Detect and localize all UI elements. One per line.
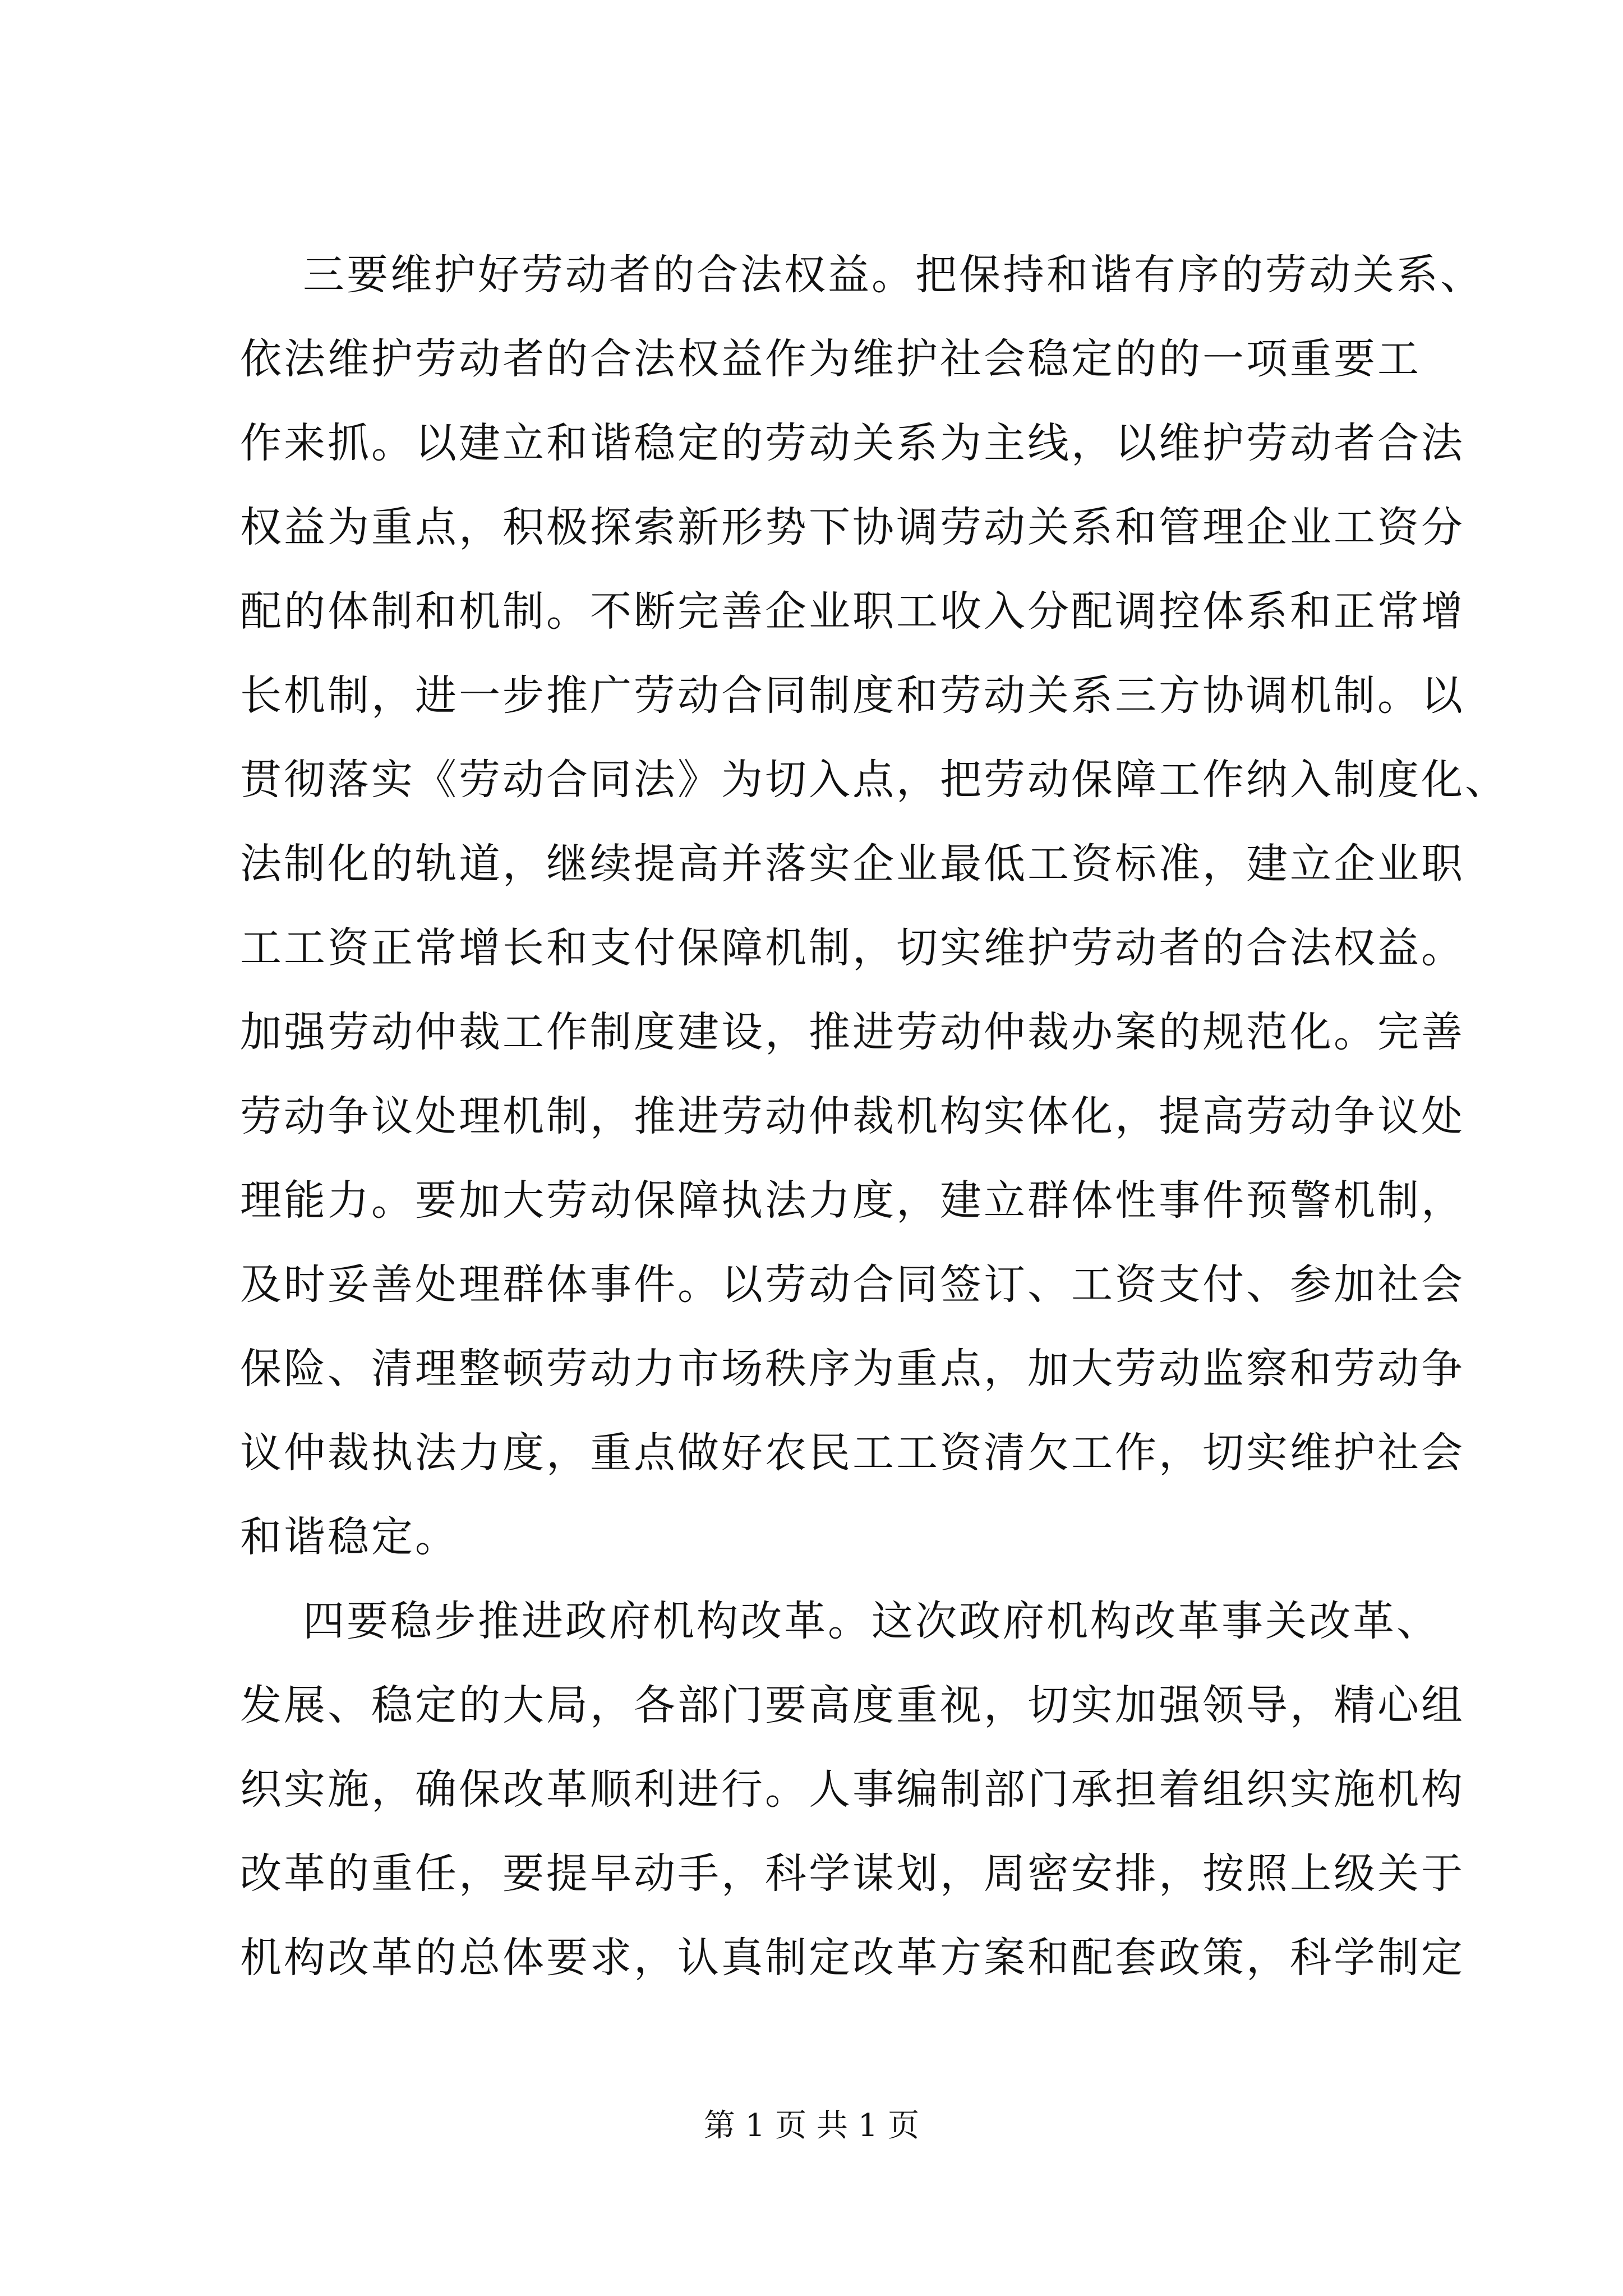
paragraph-1-line-4: 权益为重点，积极探索新形势下协调劳动关系和管理企业工资分 [240, 503, 1465, 551]
paragraph-1-line-14: 保险、清理整顿劳动力市场秩序为重点，加大劳动监察和劳动争 [240, 1345, 1465, 1393]
paragraph-1-line-16: 和谐稳定。 [240, 1513, 459, 1561]
paragraph-1-line-12: 理能力。要加大劳动保障执法力度，建立群体性事件预警机制， [240, 1176, 1465, 1225]
paragraph-1-line-5: 配的体制和机制。不断完善企业职工收入分配调控体系和正常增 [240, 587, 1465, 636]
paragraph-1-line-11: 劳动争议处理机制，推进劳动仲裁机构实体化，提高劳动争议处 [240, 1092, 1465, 1140]
paragraph-1-line-1: 三要维护好劳动者的合法权益。把保持和谐有序的劳动关系、 [303, 251, 1484, 299]
paragraph-1-line-9: 工工资正常增长和支付保障机制，切实维护劳动者的合法权益。 [240, 924, 1465, 972]
paragraph-1-line-15: 议仲裁执法力度，重点做好农民工工资清欠工作，切实维护社会 [240, 1429, 1465, 1477]
paragraph-2-line-4: 改革的重任，要提早动手，科学谋划，周密安排，按照上级关于 [240, 1849, 1465, 1898]
paragraph-2-line-5: 机构改革的总体要求，认真制定改革方案和配套政策，科学制定 [240, 1934, 1465, 1982]
paragraph-2-line-1: 四要稳步推进政府机构改革。这次政府机构改革事关改革、 [303, 1597, 1440, 1645]
paragraph-1-line-2: 依法维护劳动者的合法权益作为维护社会稳定的的一项重要工 [240, 335, 1421, 383]
paragraph-1-line-7: 贯彻落实《劳动合同法》为切入点，把劳动保障工作纳入制度化、 [240, 756, 1509, 804]
paragraph-1-line-10: 加强劳动仲裁工作制度建设，推进劳动仲裁办案的规范化。完善 [240, 1008, 1465, 1056]
paragraph-1-line-3: 作来抓。以建立和谐稳定的劳动关系为主线，以维护劳动者合法 [240, 419, 1465, 467]
paragraph-1-line-8: 法制化的轨道，继续提高并落实企业最低工资标准，建立企业职 [240, 840, 1465, 888]
paragraph-1-line-6: 长机制，进一步推广劳动合同制度和劳动关系三方协调机制。以 [240, 671, 1465, 720]
paragraph-1-line-13: 及时妥善处理群体事件。以劳动合同签订、工资支付、参加社会 [240, 1260, 1465, 1309]
page-footer: 第 1 页 共 1 页 [703, 2108, 920, 2144]
paragraph-2-line-3: 织实施，确保改革顺利进行。人事编制部门承担着组织实施机构 [240, 1765, 1465, 1814]
paragraph-2-line-2: 发展、稳定的大局，各部门要高度重视，切实加强领导，精心组 [240, 1681, 1465, 1729]
